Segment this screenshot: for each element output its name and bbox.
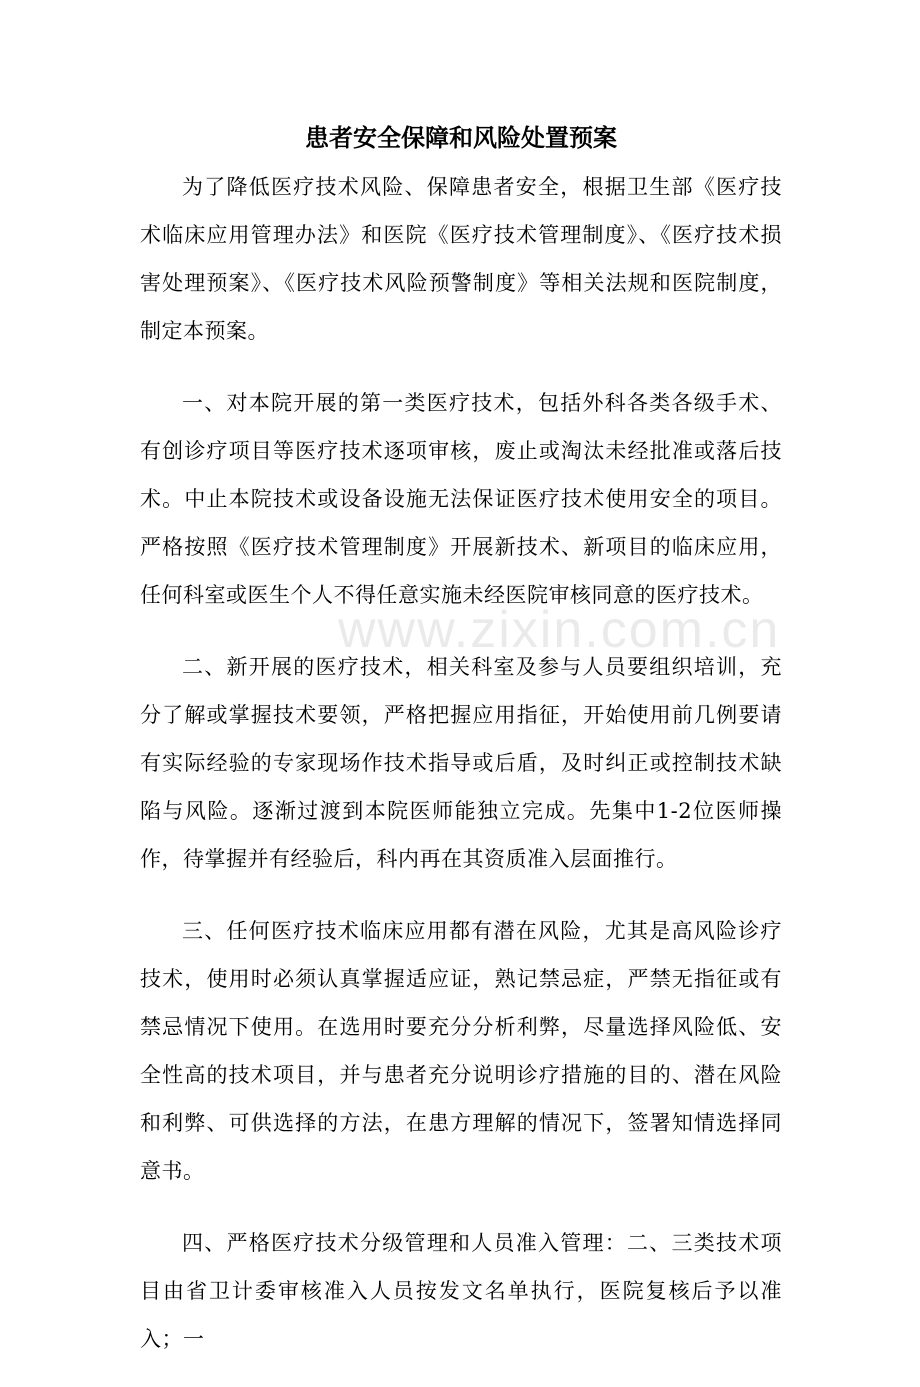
- document-page: [140, 0, 782, 1351]
- paragraph-item-3: 三、任何医疗技术临床应用都有潜在风险，尤其是高风险诊疗技术，使用时必须认真掌握适应证，熟记禁忌症，严禁无指征或有禁忌情况下使用。在选用时要充分分析利弊，尽量选择风险低、安全性高的技术项目，并与患者充分说明诊疗措施的目的、潜在风险和利弊、可供选择的方法，在患方理解的情况下，签署知情选择同意书。: [140, 919, 782, 1183]
- paragraph-item-4: 四、严格医疗技术分级管理和人员准入管理：二、三类技术项目由省卫计委审核准入人员按发文名单执行，医院复核后予以准入；一: [140, 1231, 782, 1351]
- paragraph-item-2: 二、新开展的医疗技术，相关科室及参与人员要组织培训，充分了解或掌握技术要领，严格把握应用指征，开始使用前几例要请有实际经验的专家现场作技术指导或后盾，及时纠正或控制技术缺陷与风险。逐渐过渡到本院医师能独立完成。先集中1-2位医师操作，待掌握并有经验后，科内再在其资质准入层面推行。: [140, 655, 782, 871]
- paragraph-item-1: 一、对本院开展的第一类医疗技术，包括外科各类各级手术、有创诊疗项目等医疗技术逐项审核，废止或淘汰未经批准或落后技术。中止本院技术或设备设施无法保证医疗技术使用安全的项目。严格按照《医疗技术管理制度》开展新技术、新项目的临床应用，任何科室或医生个人不得任意实施未经医院审核同意的医疗技术。: [140, 391, 782, 607]
- paragraph-intro: 为了降低医疗技术风险、保障患者安全，根据卫生部《医疗技术临床应用管理办法》和医院《医疗技术管理制度》、《医疗技术损害处理预案》、《医疗技术风险预警制度》等相关法规和医院制度，制定本预案。: [140, 175, 782, 343]
- document-title: 患者安全保障和风险处置预案: [305, 124, 617, 152]
- watermark-text: www.zixin.com.cn: [338, 601, 781, 659]
- document-body: [140, 163, 782, 1387]
